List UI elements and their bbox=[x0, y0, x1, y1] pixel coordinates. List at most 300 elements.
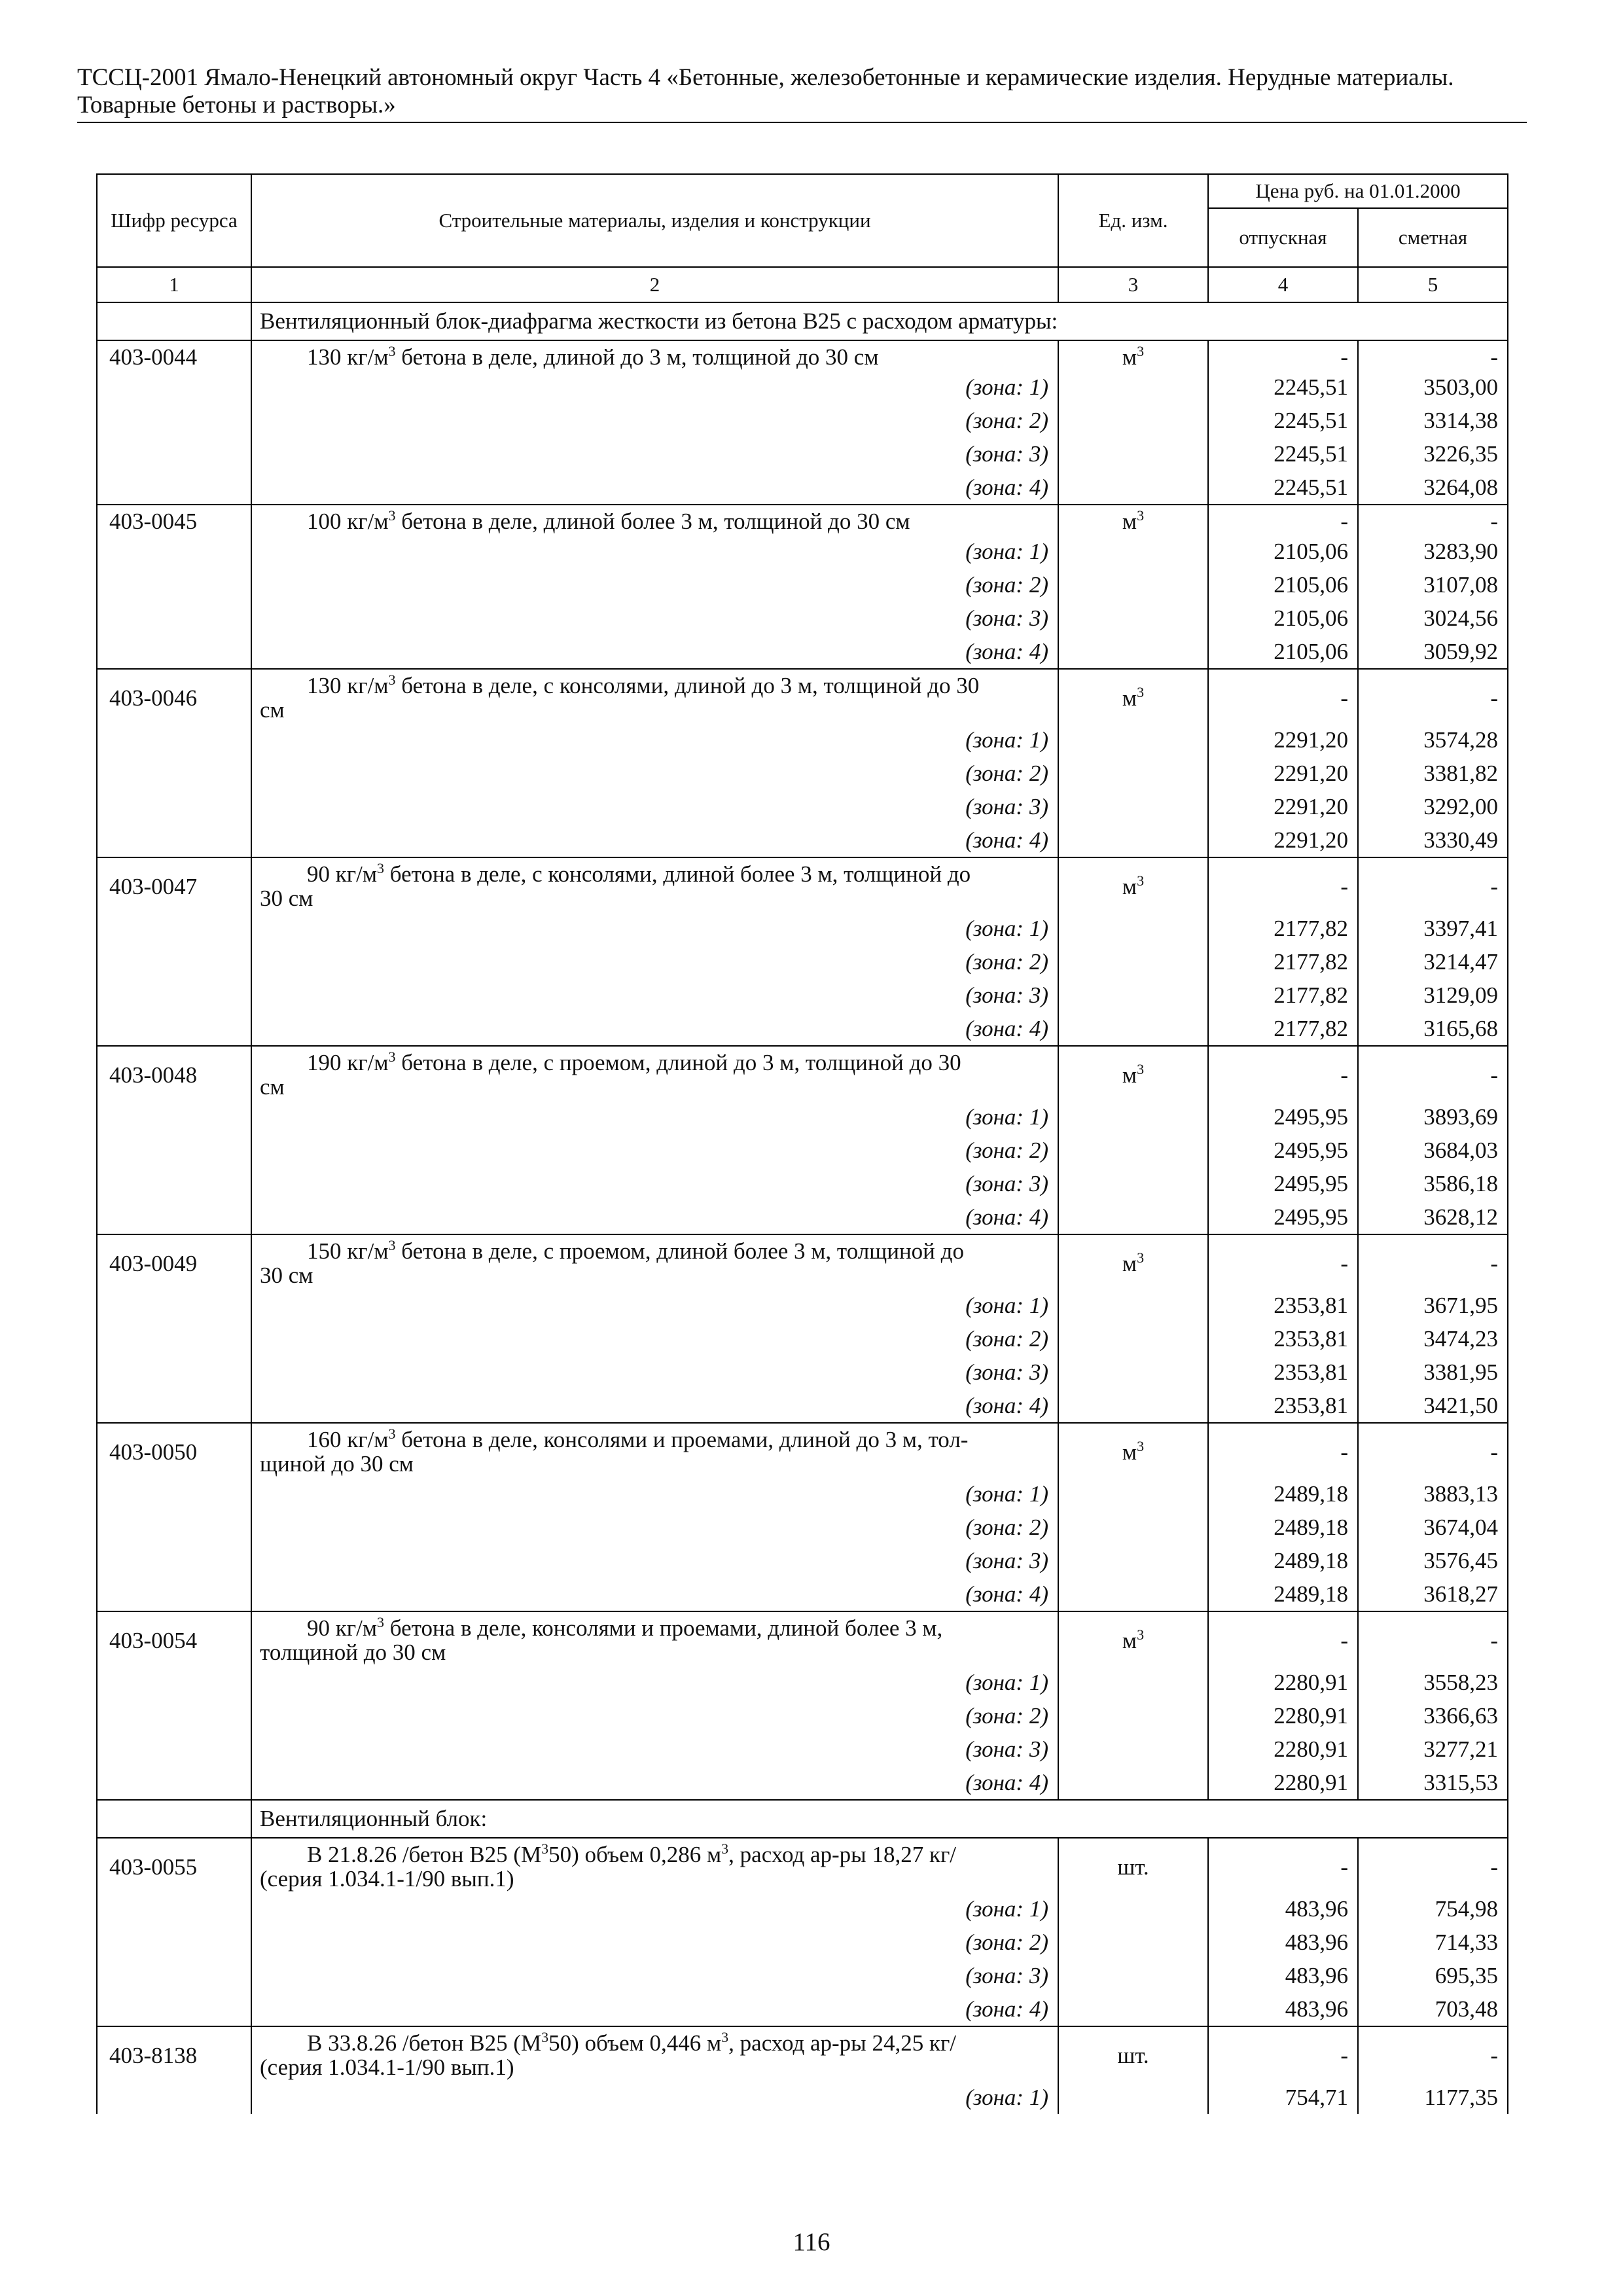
unit-sup: 3 bbox=[1137, 1626, 1145, 1643]
description-sup: 3 bbox=[388, 1049, 396, 1065]
estimate-price: 3586,18 bbox=[1358, 1167, 1508, 1200]
zone-code-cell bbox=[97, 1322, 251, 1355]
zone-code-cell bbox=[97, 1732, 251, 1766]
release-price: 2105,06 bbox=[1208, 568, 1358, 601]
zone-unit-cell bbox=[1058, 1100, 1208, 1134]
release-price: 2353,81 bbox=[1208, 1355, 1358, 1389]
zone-row bbox=[97, 912, 1508, 945]
zone-row bbox=[97, 370, 1508, 404]
estimate-price: 3474,23 bbox=[1358, 1322, 1508, 1355]
estimate-price: 1177,35 bbox=[1358, 2081, 1508, 2114]
release-price: 2291,20 bbox=[1208, 790, 1358, 823]
zone-row bbox=[97, 404, 1508, 437]
zone-code-cell bbox=[97, 1134, 251, 1167]
estimate-price: 3277,21 bbox=[1358, 1732, 1508, 1766]
zone-unit-cell bbox=[1058, 1699, 1208, 1732]
release-price: 2245,51 bbox=[1208, 437, 1358, 471]
zone-code-cell bbox=[97, 1577, 251, 1611]
zone-code-cell bbox=[97, 1666, 251, 1699]
release-price-dash: - bbox=[1208, 1046, 1358, 1100]
estimate-price: 695,35 bbox=[1358, 1959, 1508, 1992]
estimate-price: 3314,38 bbox=[1358, 404, 1508, 437]
zone-label: (зона: 3) bbox=[251, 1732, 1058, 1766]
zone-code-cell bbox=[97, 1289, 251, 1322]
zone-row bbox=[97, 1289, 1508, 1322]
zone-row bbox=[97, 1389, 1508, 1423]
zone-label: (зона: 1) bbox=[251, 1666, 1058, 1699]
resource-description bbox=[251, 1423, 1058, 1477]
estimate-price-dash: - bbox=[1358, 1046, 1508, 1100]
zone-label: (зона: 2) bbox=[251, 1134, 1058, 1167]
zone-code-cell bbox=[97, 1511, 251, 1544]
zone-row bbox=[97, 1012, 1508, 1046]
release-price: 2105,06 bbox=[1208, 635, 1358, 669]
description-text: 90 кг/м bbox=[307, 861, 377, 887]
zone-unit-cell bbox=[1058, 437, 1208, 471]
description-text: бетона в деле, длиной более 3 м, толщиной до 30 см bbox=[395, 509, 910, 534]
zone-label: (зона: 2) bbox=[251, 945, 1058, 978]
unit-cell bbox=[1058, 1611, 1208, 1666]
section-row bbox=[97, 302, 1508, 340]
description-line-1 bbox=[260, 673, 1048, 698]
zone-row bbox=[97, 1577, 1508, 1611]
resource-description bbox=[251, 857, 1058, 912]
zone-row bbox=[97, 535, 1508, 568]
zone-row bbox=[97, 978, 1508, 1012]
col-header-unit: Ед. изм. bbox=[1058, 174, 1208, 267]
zone-label: (зона: 2) bbox=[251, 1699, 1058, 1732]
release-price: 2280,91 bbox=[1208, 1766, 1358, 1800]
zone-code-cell bbox=[97, 1389, 251, 1423]
zone-row bbox=[97, 790, 1508, 823]
estimate-price: 3883,13 bbox=[1358, 1477, 1508, 1511]
resource-code: 403-0048 bbox=[97, 1046, 251, 1100]
section-code-cell bbox=[97, 302, 251, 340]
estimate-price: 3893,69 bbox=[1358, 1100, 1508, 1134]
zone-unit-cell bbox=[1058, 1200, 1208, 1234]
zone-code-cell bbox=[97, 723, 251, 757]
estimate-price: 3628,12 bbox=[1358, 1200, 1508, 1234]
table-row bbox=[97, 1611, 1508, 1666]
resource-code: 403-0049 bbox=[97, 1234, 251, 1289]
zone-row bbox=[97, 1477, 1508, 1511]
zone-unit-cell bbox=[1058, 1766, 1208, 1800]
zone-code-cell bbox=[97, 823, 251, 857]
description-line-2: (серия 1.034.1-1/90 вып.1) bbox=[260, 1866, 514, 1892]
resource-code: 403-0055 bbox=[97, 1838, 251, 1892]
column-number-row bbox=[97, 267, 1508, 302]
table-body bbox=[97, 302, 1508, 2114]
description-text: 100 кг/м bbox=[307, 509, 389, 534]
description-line-1 bbox=[260, 509, 1048, 533]
zone-row bbox=[97, 757, 1508, 790]
estimate-price: 3024,56 bbox=[1358, 601, 1508, 635]
column-number: 2 bbox=[251, 267, 1058, 302]
release-price: 2495,95 bbox=[1208, 1134, 1358, 1167]
zone-label: (зона: 1) bbox=[251, 723, 1058, 757]
zone-unit-cell bbox=[1058, 1732, 1208, 1766]
page-number: 116 bbox=[793, 2228, 830, 2256]
zone-row bbox=[97, 1100, 1508, 1134]
estimate-price: 3684,03 bbox=[1358, 1134, 1508, 1167]
col-header-release: отпускная bbox=[1208, 208, 1358, 267]
estimate-price: 3214,47 bbox=[1358, 945, 1508, 978]
estimate-price: 3503,00 bbox=[1358, 370, 1508, 404]
description-line-1 bbox=[260, 862, 1048, 886]
release-price: 483,96 bbox=[1208, 1992, 1358, 2026]
zone-code-cell bbox=[97, 1892, 251, 1926]
zone-code-cell bbox=[97, 1012, 251, 1046]
zone-label: (зона: 1) bbox=[251, 912, 1058, 945]
zone-label: (зона: 2) bbox=[251, 1511, 1058, 1544]
estimate-price: 3397,41 bbox=[1358, 912, 1508, 945]
zone-unit-cell bbox=[1058, 1012, 1208, 1046]
unit-cell bbox=[1058, 2026, 1208, 2081]
estimate-price-dash: - bbox=[1358, 1423, 1508, 1477]
unit-cell bbox=[1058, 669, 1208, 723]
estimate-price: 754,98 bbox=[1358, 1892, 1508, 1926]
zone-unit-cell bbox=[1058, 1926, 1208, 1959]
zone-label: (зона: 4) bbox=[251, 1992, 1058, 2026]
table-row bbox=[97, 669, 1508, 723]
zone-unit-cell bbox=[1058, 945, 1208, 978]
zone-unit-cell bbox=[1058, 1577, 1208, 1611]
estimate-price-dash: - bbox=[1358, 857, 1508, 912]
header-rule bbox=[77, 122, 1527, 123]
resource-description bbox=[251, 1611, 1058, 1666]
zone-code-cell bbox=[97, 1100, 251, 1134]
zone-code-cell bbox=[97, 370, 251, 404]
table-header-row bbox=[97, 174, 1508, 208]
release-price: 2280,91 bbox=[1208, 1699, 1358, 1732]
zone-label: (зона: 4) bbox=[251, 1577, 1058, 1611]
zone-label: (зона: 1) bbox=[251, 1289, 1058, 1322]
zone-label: (зона: 2) bbox=[251, 757, 1058, 790]
resource-code: 403-0047 bbox=[97, 857, 251, 912]
resource-code: 403-0044 bbox=[97, 340, 251, 370]
price-table bbox=[96, 173, 1508, 2114]
column-number: 5 bbox=[1358, 267, 1508, 302]
zone-row bbox=[97, 1666, 1508, 1699]
release-price-dash: - bbox=[1208, 857, 1358, 912]
release-price-dash: - bbox=[1208, 1611, 1358, 1666]
zone-unit-cell bbox=[1058, 1992, 1208, 2026]
resource-code: 403-0045 bbox=[97, 505, 251, 535]
zone-code-cell bbox=[97, 1926, 251, 1959]
resource-code: 403-0050 bbox=[97, 1423, 251, 1477]
estimate-price: 3129,09 bbox=[1358, 978, 1508, 1012]
description-text: 90 кг/м bbox=[307, 1615, 377, 1641]
release-price: 2495,95 bbox=[1208, 1100, 1358, 1134]
unit-text: шт. bbox=[1117, 1854, 1149, 1880]
release-price: 2489,18 bbox=[1208, 1577, 1358, 1611]
zone-label: (зона: 3) bbox=[251, 1959, 1058, 1992]
estimate-price: 3558,23 bbox=[1358, 1666, 1508, 1699]
description-sup: 3 bbox=[388, 343, 396, 359]
col-header-code: Шифр ресурса bbox=[97, 174, 251, 267]
description-line-2: 30 см bbox=[260, 886, 313, 911]
description-text: бетона в деле, длиной до 3 м, толщиной до 30 см bbox=[395, 344, 879, 370]
release-price: 2245,51 bbox=[1208, 404, 1358, 437]
resource-description bbox=[251, 2026, 1058, 2081]
zone-label: (зона: 3) bbox=[251, 790, 1058, 823]
zone-code-cell bbox=[97, 635, 251, 669]
zone-row bbox=[97, 1699, 1508, 1732]
zone-unit-cell bbox=[1058, 978, 1208, 1012]
unit-text: м bbox=[1122, 1062, 1137, 1088]
zone-unit-cell bbox=[1058, 471, 1208, 505]
unit-text: м bbox=[1122, 1627, 1137, 1653]
zone-row bbox=[97, 723, 1508, 757]
zone-row bbox=[97, 1766, 1508, 1800]
description-text: 50) объем 0,446 м bbox=[548, 2030, 722, 2056]
estimate-price: 3283,90 bbox=[1358, 535, 1508, 568]
estimate-price: 3618,27 bbox=[1358, 1577, 1508, 1611]
release-price: 2177,82 bbox=[1208, 912, 1358, 945]
zone-code-cell bbox=[97, 535, 251, 568]
zone-row bbox=[97, 1355, 1508, 1389]
release-price: 2291,20 bbox=[1208, 823, 1358, 857]
release-price-dash: - bbox=[1208, 1423, 1358, 1477]
description-line-1 bbox=[260, 1616, 1048, 1640]
table-row bbox=[97, 1234, 1508, 1289]
column-number: 4 bbox=[1208, 267, 1358, 302]
description-text: бетона в деле, с проемом, длиной более 3 м, толщиной до bbox=[395, 1238, 964, 1264]
description-text: бетона в деле, с консолями, длиной более 3 м, толщиной до bbox=[383, 861, 971, 887]
description-text: бетона в деле, с проемом, длиной до 3 м, толщиной до 30 bbox=[395, 1050, 961, 1075]
zone-row bbox=[97, 1511, 1508, 1544]
description-sup: 3 bbox=[541, 2029, 549, 2045]
table-row bbox=[97, 1046, 1508, 1100]
zone-row bbox=[97, 1134, 1508, 1167]
release-price: 2280,91 bbox=[1208, 1666, 1358, 1699]
zone-unit-cell bbox=[1058, 535, 1208, 568]
zone-unit-cell bbox=[1058, 1322, 1208, 1355]
release-price-dash: - bbox=[1208, 340, 1358, 370]
zone-code-cell bbox=[97, 945, 251, 978]
zone-label: (зона: 3) bbox=[251, 978, 1058, 1012]
release-price: 2495,95 bbox=[1208, 1200, 1358, 1234]
unit-text: м bbox=[1122, 1250, 1137, 1276]
estimate-price: 703,48 bbox=[1358, 1992, 1508, 2026]
description-text: 160 кг/м bbox=[307, 1427, 389, 1452]
zone-row bbox=[97, 1544, 1508, 1577]
estimate-price: 3165,68 bbox=[1358, 1012, 1508, 1046]
description-text: 190 кг/м bbox=[307, 1050, 389, 1075]
header-line-2: Товарные бетоны и растворы.» bbox=[77, 92, 396, 118]
zone-row bbox=[97, 1200, 1508, 1234]
zone-label: (зона: 4) bbox=[251, 635, 1058, 669]
resource-description bbox=[251, 340, 1058, 370]
resource-description bbox=[251, 1234, 1058, 1289]
zone-unit-cell bbox=[1058, 1477, 1208, 1511]
unit-text: м bbox=[1122, 344, 1137, 370]
zone-code-cell bbox=[97, 1544, 251, 1577]
description-text: бетона в деле, консолями и проемами, длиной более 3 м, bbox=[383, 1615, 943, 1641]
unit-cell bbox=[1058, 1046, 1208, 1100]
description-text: , расход ар-ры 18,27 кг/ bbox=[728, 1842, 957, 1867]
release-price: 2353,81 bbox=[1208, 1322, 1358, 1355]
document-header bbox=[77, 64, 1527, 119]
table-row bbox=[97, 1838, 1508, 1892]
zone-label: (зона: 3) bbox=[251, 601, 1058, 635]
release-price: 2177,82 bbox=[1208, 1012, 1358, 1046]
release-price: 2105,06 bbox=[1208, 535, 1358, 568]
zone-code-cell bbox=[97, 2081, 251, 2114]
description-sup: 3 bbox=[388, 672, 396, 688]
section-title: Вентиляционный блок-диафрагма жесткости из бетона В25 с расходом арматуры: bbox=[251, 302, 1508, 340]
estimate-price: 3264,08 bbox=[1358, 471, 1508, 505]
col-header-estimate: сметная bbox=[1358, 208, 1508, 267]
estimate-price-dash: - bbox=[1358, 2026, 1508, 2081]
zone-unit-cell bbox=[1058, 823, 1208, 857]
description-sup: 3 bbox=[721, 2029, 729, 2045]
zone-row bbox=[97, 1959, 1508, 1992]
release-price: 2489,18 bbox=[1208, 1511, 1358, 1544]
resource-description bbox=[251, 1838, 1058, 1892]
zone-code-cell bbox=[97, 601, 251, 635]
zone-code-cell bbox=[97, 757, 251, 790]
zone-row bbox=[97, 601, 1508, 635]
estimate-price: 3226,35 bbox=[1358, 437, 1508, 471]
zone-code-cell bbox=[97, 1477, 251, 1511]
release-price: 2489,18 bbox=[1208, 1477, 1358, 1511]
estimate-price: 3574,28 bbox=[1358, 723, 1508, 757]
resource-description bbox=[251, 1046, 1058, 1100]
description-sup: 3 bbox=[376, 1614, 384, 1630]
table-row bbox=[97, 2026, 1508, 2081]
zone-unit-cell bbox=[1058, 568, 1208, 601]
zone-unit-cell bbox=[1058, 912, 1208, 945]
release-price: 2245,51 bbox=[1208, 471, 1358, 505]
section-title: Вентиляционный блок: bbox=[251, 1800, 1508, 1838]
description-line-2: 30 см bbox=[260, 1263, 313, 1288]
zone-row bbox=[97, 635, 1508, 669]
zone-code-cell bbox=[97, 1766, 251, 1800]
zone-label: (зона: 1) bbox=[251, 370, 1058, 404]
estimate-price: 3381,95 bbox=[1358, 1355, 1508, 1389]
zone-row bbox=[97, 1992, 1508, 2026]
release-price-dash: - bbox=[1208, 505, 1358, 535]
description-sup: 3 bbox=[388, 507, 396, 524]
unit-sup: 3 bbox=[1137, 507, 1145, 524]
estimate-price: 3315,53 bbox=[1358, 1766, 1508, 1800]
release-price: 2105,06 bbox=[1208, 601, 1358, 635]
description-line-2: см bbox=[260, 697, 285, 723]
zone-label: (зона: 4) bbox=[251, 1766, 1058, 1800]
zone-unit-cell bbox=[1058, 601, 1208, 635]
zone-row bbox=[97, 1167, 1508, 1200]
description-text: бетона в деле, консолями и проемами, длиной до 3 м, тол- bbox=[395, 1427, 969, 1452]
zone-label: (зона: 1) bbox=[251, 2081, 1058, 2114]
zone-unit-cell bbox=[1058, 2081, 1208, 2114]
zone-label: (зона: 4) bbox=[251, 1012, 1058, 1046]
estimate-price: 3576,45 bbox=[1358, 1544, 1508, 1577]
estimate-price: 3674,04 bbox=[1358, 1511, 1508, 1544]
zone-code-cell bbox=[97, 1355, 251, 1389]
release-price: 2353,81 bbox=[1208, 1289, 1358, 1322]
zone-unit-cell bbox=[1058, 1355, 1208, 1389]
zone-row bbox=[97, 568, 1508, 601]
release-price: 2495,95 bbox=[1208, 1167, 1358, 1200]
table-row bbox=[97, 340, 1508, 370]
zone-code-cell bbox=[97, 1200, 251, 1234]
estimate-price: 3292,00 bbox=[1358, 790, 1508, 823]
column-number: 1 bbox=[97, 267, 251, 302]
unit-text: м bbox=[1122, 873, 1137, 899]
zone-row bbox=[97, 823, 1508, 857]
description-line-1 bbox=[260, 1239, 1048, 1263]
zone-row bbox=[97, 1322, 1508, 1355]
zone-label: (зона: 4) bbox=[251, 823, 1058, 857]
estimate-price-dash: - bbox=[1358, 340, 1508, 370]
zone-code-cell bbox=[97, 1959, 251, 1992]
unit-cell bbox=[1058, 340, 1208, 370]
estimate-price: 3330,49 bbox=[1358, 823, 1508, 857]
zone-row bbox=[97, 471, 1508, 505]
unit-text: м bbox=[1122, 685, 1137, 711]
unit-text: м bbox=[1122, 509, 1137, 534]
release-price: 483,96 bbox=[1208, 1892, 1358, 1926]
zone-unit-cell bbox=[1058, 635, 1208, 669]
zone-row bbox=[97, 945, 1508, 978]
description-sup: 3 bbox=[388, 1237, 396, 1253]
resource-code: 403-0046 bbox=[97, 669, 251, 723]
zone-unit-cell bbox=[1058, 1544, 1208, 1577]
zone-unit-cell bbox=[1058, 723, 1208, 757]
description-text: 130 кг/м bbox=[307, 673, 389, 698]
release-price: 2291,20 bbox=[1208, 723, 1358, 757]
zone-row bbox=[97, 1926, 1508, 1959]
zone-code-cell bbox=[97, 1992, 251, 2026]
release-price: 2280,91 bbox=[1208, 1732, 1358, 1766]
zone-row bbox=[97, 1732, 1508, 1766]
release-price: 2177,82 bbox=[1208, 945, 1358, 978]
unit-text: шт. bbox=[1117, 2042, 1149, 2068]
zone-label: (зона: 4) bbox=[251, 471, 1058, 505]
description-line-1 bbox=[260, 1427, 1048, 1452]
zone-code-cell bbox=[97, 912, 251, 945]
description-line-2: см bbox=[260, 1074, 285, 1100]
unit-cell bbox=[1058, 505, 1208, 535]
zone-label: (зона: 3) bbox=[251, 437, 1058, 471]
unit-cell bbox=[1058, 857, 1208, 912]
release-price: 2245,51 bbox=[1208, 370, 1358, 404]
description-line-1 bbox=[260, 1050, 1048, 1075]
release-price: 2177,82 bbox=[1208, 978, 1358, 1012]
zone-code-cell bbox=[97, 1699, 251, 1732]
estimate-price: 714,33 bbox=[1358, 1926, 1508, 1959]
unit-cell bbox=[1058, 1838, 1208, 1892]
zone-unit-cell bbox=[1058, 1511, 1208, 1544]
zone-label: (зона: 2) bbox=[251, 404, 1058, 437]
description-sup: 3 bbox=[721, 1840, 729, 1857]
description-text: 50) объем 0,286 м bbox=[548, 1842, 722, 1867]
zone-label: (зона: 1) bbox=[251, 1892, 1058, 1926]
zone-unit-cell bbox=[1058, 1289, 1208, 1322]
zone-label: (зона: 2) bbox=[251, 1926, 1058, 1959]
zone-unit-cell bbox=[1058, 790, 1208, 823]
col-header-price: Цена руб. на 01.01.2000 bbox=[1208, 174, 1508, 208]
zone-unit-cell bbox=[1058, 1959, 1208, 1992]
release-price: 2291,20 bbox=[1208, 757, 1358, 790]
resource-code: 403-0054 bbox=[97, 1611, 251, 1666]
zone-unit-cell bbox=[1058, 1167, 1208, 1200]
zone-label: (зона: 3) bbox=[251, 1544, 1058, 1577]
zone-unit-cell bbox=[1058, 1134, 1208, 1167]
unit-sup: 3 bbox=[1137, 683, 1145, 700]
zone-unit-cell bbox=[1058, 1666, 1208, 1699]
